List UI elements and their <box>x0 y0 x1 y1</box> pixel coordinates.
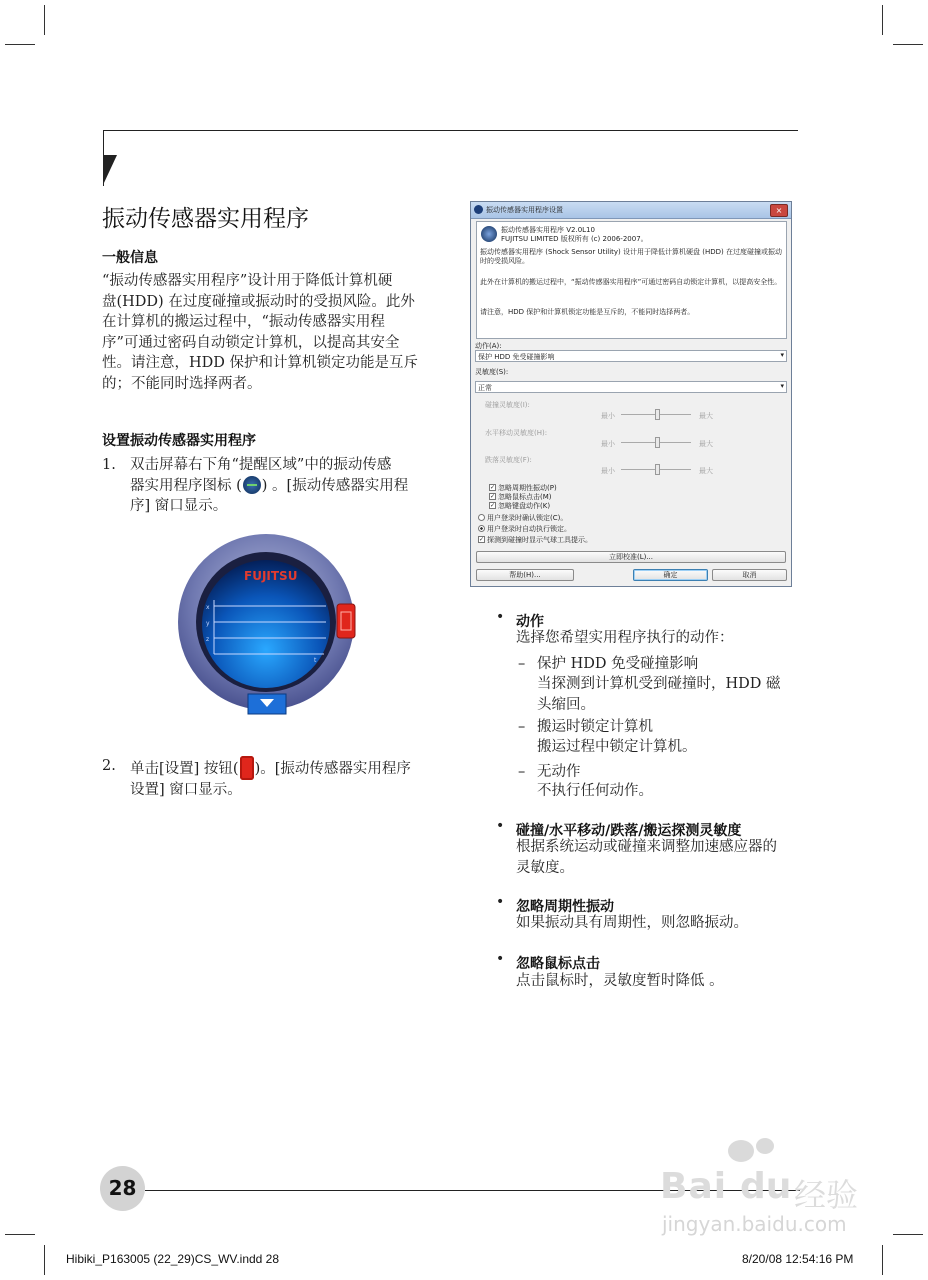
text-line: 头缩回。 <box>537 696 595 713</box>
text-line: 在计算机的搬运过程中，“振动传感器实用程 <box>102 314 385 330</box>
subitem-desc <box>537 674 802 715</box>
settings-button[interactable] <box>337 604 355 638</box>
app-icon <box>474 205 483 214</box>
action-label: 动作(A): <box>475 342 502 350</box>
radio-auto-lock[interactable] <box>478 525 485 532</box>
footer-file: Hibiki_P163005 (22_29)CS_WV.indd 28 <box>66 1252 280 1266</box>
bullet-title: 忽略周期性振动 <box>516 899 614 915</box>
checkbox-label: 忽略键盘动作(K) <box>498 502 551 510</box>
section-title-general: 一般信息 <box>102 250 158 266</box>
slider-min-label: 最小 <box>601 412 615 420</box>
text-line: 盘(HDD) 在过度碰撞或振动时的受损风险。此外 <box>102 293 415 310</box>
bullet-title: 碰撞/水平移动/跌落/搬运探测灵敏度 <box>516 823 742 839</box>
action-select[interactable] <box>475 350 787 362</box>
shock-sensor-gauge <box>176 532 360 716</box>
help-button[interactable]: 帮助(H)... <box>476 569 574 581</box>
text-line: 灵敏度。 <box>516 859 574 876</box>
step1-text <box>130 455 440 517</box>
watermark-cn: 经验 <box>794 1176 859 1214</box>
info-panel <box>476 221 787 339</box>
footer-timestamp: 8/20/08 12:54:16 PM <box>742 1252 854 1266</box>
desc-3: 请注意，HDD 保护和计算机锁定功能是互斥的，不能同时选择两者。 <box>480 308 695 316</box>
desc-2: 此外在计算机的搬运过程中，“振动传感器实用程序”可通过密码自动锁定计算机，以提高安全性。 <box>480 278 782 286</box>
settings-dialog <box>470 201 792 587</box>
sensitivity-select[interactable] <box>475 381 787 393</box>
copyright-text: FUJITSU LIMITED 版权所有 (c) 2006-2007。 <box>501 235 648 243</box>
text-line: 的；不能同时选择两者。 <box>102 375 262 392</box>
slider1-thumb[interactable] <box>655 409 660 420</box>
crop-mark <box>44 5 45 35</box>
bullet-title: 忽略鼠标点击 <box>516 956 600 972</box>
subitem-title: 搬运时锁定计算机 <box>537 719 653 735</box>
chevron-down-icon: ▾ <box>780 382 784 390</box>
sensitivity-value: 正常 <box>478 384 492 392</box>
sensor-logo-icon <box>481 226 497 242</box>
crop-mark <box>5 1234 35 1235</box>
axis-label-x: x <box>206 604 210 611</box>
general-paragraph <box>102 271 442 394</box>
bullet-title: 动作 <box>516 614 544 630</box>
chevron-down-icon: ▾ <box>780 351 784 359</box>
text-line: 设置] 窗口显示。 <box>130 782 242 798</box>
slider2-label: 水平移动灵敏度(H): <box>485 429 548 437</box>
bullet-desc <box>516 837 801 878</box>
bullet-icon: • <box>496 951 505 967</box>
watermark-url: jingyan.baidu.com <box>662 1212 847 1236</box>
version-text: 振动传感器实用程序 V2.0L10 <box>501 226 595 234</box>
checkbox-label: 忽略鼠标点击(M) <box>498 493 552 501</box>
slider-max-label: 最大 <box>699 412 713 420</box>
page-number: 28 <box>108 1176 137 1200</box>
slider-max-label: 最大 <box>699 467 713 475</box>
calibrate-button[interactable]: 立即校准(L)... <box>476 551 786 563</box>
watermark-bai: Bai <box>660 1166 728 1207</box>
corner-marker-icon <box>103 155 119 185</box>
radio-label: 用户登录时自动执行锁定。 <box>487 525 571 533</box>
dash-icon: – <box>518 719 526 735</box>
desc-1: 振动传感器实用程序 (Shock Sensor Utility) 设计用于降低计算机硬盘 (HDD) 在过度碰撞或振动时的受损风险。 <box>480 248 782 265</box>
dialog-titlebar <box>471 202 791 219</box>
bullet-icon: • <box>496 818 505 834</box>
section-title-setup: 设置振动传感器实用程序 <box>102 433 256 449</box>
ok-button[interactable]: 确定 <box>633 569 708 581</box>
subitem-title: 保护 HDD 免受碰撞影响 <box>537 656 699 672</box>
crop-mark <box>882 1245 883 1275</box>
slider3-thumb[interactable] <box>655 464 660 475</box>
settings-button-icon <box>240 756 254 780</box>
paw-icon <box>756 1138 774 1154</box>
watermark-du: du <box>740 1166 792 1207</box>
subitem-desc: 不执行任何动作。 <box>537 783 653 799</box>
checkbox-label: 探测到碰撞时显示气球工具提示。 <box>487 536 592 544</box>
bullet-icon: • <box>496 894 505 910</box>
text-line: 根据系统运动或碰撞来调整加速感应器的 <box>516 839 777 855</box>
text-line: 序] 窗口显示。 <box>130 498 228 514</box>
checkbox-label: 忽略周期性振动(P) <box>498 484 557 492</box>
step-number: 1. <box>102 457 116 473</box>
page-number-badge <box>100 1166 145 1211</box>
text-line: “振动传感器实用程序”设计用于降低计算机硬 <box>102 273 393 289</box>
checkbox-periodic[interactable]: ✓ <box>490 484 496 491</box>
text-line: 器实用程序图标 ( ) 。[振动传感器实用程 <box>130 477 409 494</box>
close-icon[interactable]: × <box>770 204 788 217</box>
crop-mark <box>5 44 35 45</box>
action-value: 保护 HDD 免受碰撞影响 <box>478 353 555 361</box>
dash-icon: – <box>518 656 526 672</box>
dash-icon: – <box>518 764 526 780</box>
subitem-title: 无动作 <box>537 764 581 780</box>
slider-max-label: 最大 <box>699 440 713 448</box>
axis-label-t: t <box>314 657 317 664</box>
paw-icon <box>728 1140 754 1162</box>
text-line: 单击[设置] 按钮( )。[振动传感器实用程序 <box>130 756 440 780</box>
checkbox-mouse[interactable]: ✓ <box>490 493 496 500</box>
step-number: 2. <box>102 758 116 774</box>
watermark <box>660 1140 880 1240</box>
section-rule <box>103 130 798 131</box>
checkbox-balloon[interactable]: ✓ <box>479 536 485 543</box>
radio-label: 用户登录时确认锁定(C)。 <box>487 514 568 522</box>
text-line: 当探测到计算机受到碰撞时，HDD 磁 <box>537 676 781 692</box>
tray-icon <box>243 476 261 494</box>
axis-label-z: z <box>206 636 210 643</box>
slider-min-label: 最小 <box>601 440 615 448</box>
text-line: 性。请注意，HDD 保护和计算机锁定功能是互斥 <box>102 355 419 371</box>
text-line: 双击屏幕右下角“提醒区域”中的振动传感 <box>130 457 392 473</box>
slider-min-label: 最小 <box>601 467 615 475</box>
slider3-label: 跌落灵敏度(F): <box>485 456 532 464</box>
bullet-icon: • <box>496 609 505 625</box>
axis-label-y: y <box>206 620 210 627</box>
bullet-desc: 点击鼠标时，灵敏度暂时降低 。 <box>516 973 724 989</box>
crop-mark <box>44 1245 45 1275</box>
sensitivity-label: 灵敏度(S): <box>475 368 509 376</box>
page-title: 振动传感器实用程序 <box>102 206 309 232</box>
subitem-desc: 搬运过程中锁定计算机。 <box>537 739 697 755</box>
brand-logo: FUJITSU <box>244 569 298 583</box>
crop-mark <box>893 1234 923 1235</box>
bullet-desc: 选择您希望实用程序执行的动作： <box>516 630 734 646</box>
radio-confirm-lock[interactable] <box>478 514 485 521</box>
slider2-thumb[interactable] <box>655 437 660 448</box>
crop-mark <box>893 44 923 45</box>
text-line: 序”可通过密码自动锁定计算机，以提高其安全 <box>102 334 400 351</box>
dialog-title: 振动传感器实用程序设置 <box>486 206 563 214</box>
checkbox-keyboard[interactable]: ✓ <box>490 502 496 509</box>
cancel-button[interactable]: 取消 <box>712 569 787 581</box>
bullet-desc: 如果振动具有周期性，则忽略振动。 <box>516 915 748 931</box>
step2-text <box>130 756 440 801</box>
slider1-label: 碰撞灵敏度(I): <box>485 401 530 409</box>
crop-mark <box>882 5 883 35</box>
